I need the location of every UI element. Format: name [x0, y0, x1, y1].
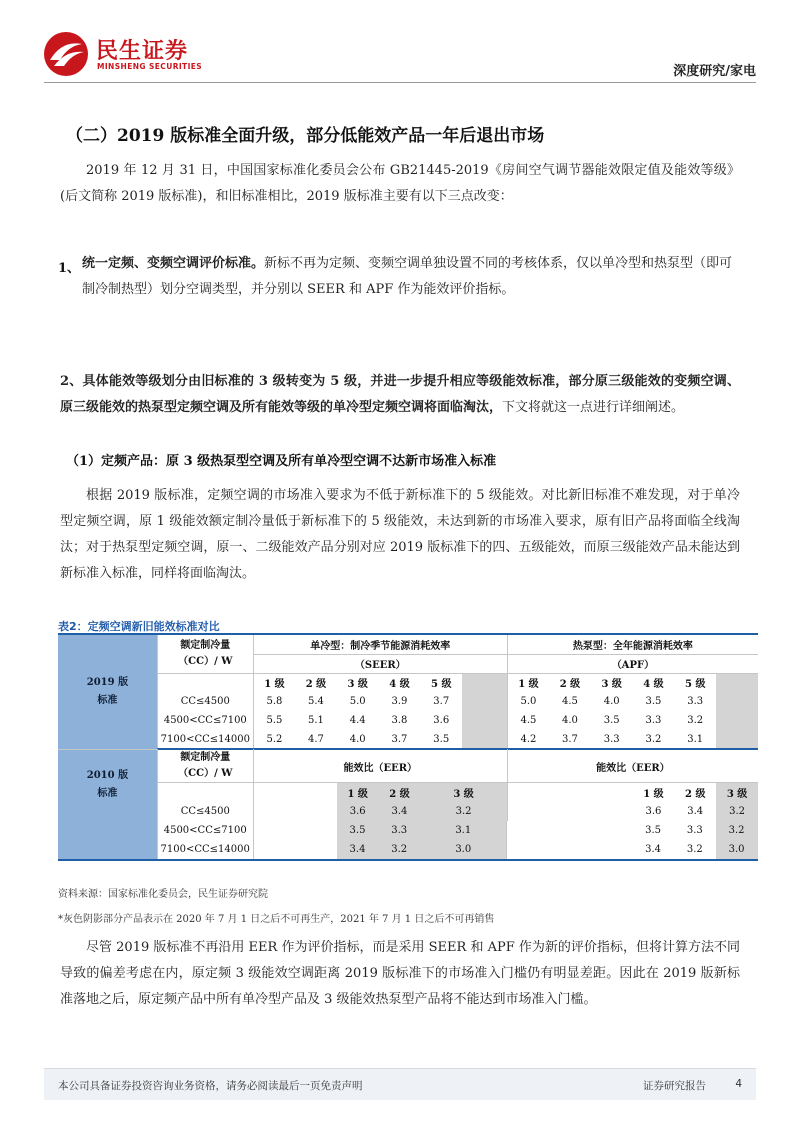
value-cell: 4.7	[295, 730, 337, 749]
section-title: （二）2019 版标准全面升级，部分低能效产品一年后退出市场	[66, 126, 545, 146]
value-cell: 3.7	[433, 696, 450, 707]
list-item-1	[82, 251, 740, 303]
grade-header: 4 级	[389, 679, 410, 691]
eer-header-heat: 能效比（EER）	[507, 749, 758, 783]
value-cell: 5.0	[349, 696, 366, 707]
value-cell: 3.5	[420, 730, 462, 749]
grade-header: 1 级	[518, 679, 539, 691]
table-row	[58, 802, 758, 821]
value-cell: 4.0	[561, 715, 578, 726]
value-cell: 3.2	[420, 802, 507, 821]
header-divider	[44, 82, 756, 83]
table-source: 资料来源：国家标准化委员会，民生证券研究院	[58, 889, 268, 900]
value-cell: 3.3	[687, 696, 704, 707]
value-cell: 5.5	[266, 715, 283, 726]
grade-header: 3 级	[601, 679, 622, 691]
range-cell: CC≤4500	[157, 692, 253, 711]
company-logo	[42, 30, 222, 80]
range-cell: 7100<CC≤14000	[157, 730, 253, 749]
value-cell: 3.2	[378, 840, 420, 859]
grade-header: 4 级	[643, 679, 664, 691]
value-cell: 3.7	[379, 730, 421, 749]
grade-header: 1 级	[643, 788, 664, 800]
range-cell: 7100<CC≤14000	[157, 840, 253, 859]
value-cell: 3.0	[716, 840, 758, 859]
value-cell: 3.6	[433, 715, 450, 726]
value-cell: 5.1	[307, 715, 324, 726]
value-cell: 3.2	[687, 715, 704, 726]
conclusion-paragraph: 尽管 2019 版标准不再沿用 EER 作为评价指标，而是采用 SEER 和 APF 作为新的评价指标，但将计算方法不同导致的偏差考虑在内，原定频 3 级能效空调距离 2019 版标准下的市场准入门槛仍有明显差距。因此在 2019 版新标准落地之后，原定频产品中所有单冷型产品及 3 级能效热泵型产品将不能达到市场准入门槛。	[60, 940, 740, 1007]
value-cell: 3.6	[645, 805, 662, 817]
value-cell: 3.2	[716, 821, 758, 840]
footer-label: 证券研究报告	[643, 1080, 706, 1092]
std-2019-label: 2019 版 标准	[58, 635, 157, 749]
intro-paragraph: 2019 年 12 月 31 日，中国国家标准化委员会公布 GB21445-2019《房间空气调节器能效限定值及能效等级》(后文简称 2019 版标准)，和旧标准相比，2019 版标准主要有以下三点改变：	[60, 163, 740, 204]
eer-header-single: 能效比（EER）	[253, 749, 507, 783]
value-cell: 5.4	[307, 696, 324, 707]
footer-disclaimer: 本公司具备证券投资咨询业务资格，请务必阅读最后一页免责声明	[58, 1080, 363, 1092]
value-cell: 4.0	[337, 730, 379, 749]
value-cell: 5.2	[253, 730, 295, 749]
value-cell: 3.4	[337, 840, 379, 859]
apf-header: 热泵型：全年能源消耗效率	[507, 635, 758, 654]
grade-header: 5 级	[685, 679, 706, 691]
grade-header: 5 级	[431, 679, 452, 691]
value-cell: 4.5	[520, 715, 537, 726]
value-cell: 3.2	[716, 802, 758, 821]
list-item-2	[60, 369, 740, 421]
value-cell: 3.1	[420, 821, 507, 840]
value-cell: 3.4	[687, 805, 704, 817]
range-cell: 4500<CC≤7100	[157, 711, 253, 730]
std-2010-label: 2010 版 标准	[58, 749, 157, 821]
value-cell: 4.4	[349, 715, 366, 726]
value-cell: 3.7	[549, 730, 591, 749]
cc-header-2010: 额定制冷量 （CC）/ W	[157, 749, 253, 783]
grade-header: 1 级	[337, 783, 379, 802]
value-cell: 3.3	[686, 824, 703, 836]
seer-header: 单冷型：制冷季节能源消耗效率	[253, 635, 507, 654]
grade-header: 3 级	[716, 783, 758, 802]
grade-header: 1 级	[264, 679, 285, 691]
apf-abbr: （APF）	[507, 654, 758, 673]
value-cell: 3.5	[337, 821, 379, 840]
value-cell: 3.4	[379, 802, 421, 821]
value-cell: 3.9	[391, 696, 408, 707]
seer-abbr: （SEER）	[253, 654, 507, 673]
value-cell: 3.3	[645, 715, 662, 726]
grade-header: 3 级	[420, 783, 507, 802]
page-footer	[44, 1068, 756, 1100]
value-cell: 3.8	[391, 715, 408, 726]
list-item-2-heading: 2、具体能效等级划分由旧标准的 3 级转变为 5 级，并进一步提升相应等级能效标准，部分原三级能效的变频空调、原三级能效的热泵型定频空调及所有能效等级的单冷型定频空调将面临淘汰，	[60, 374, 740, 415]
value-cell: 3.5	[645, 824, 661, 836]
range-cell: 4500<CC≤7100	[157, 821, 253, 840]
logo-text-en: MINSHENG SECURITIES	[97, 62, 203, 71]
value-cell: 3.5	[603, 715, 620, 726]
table-row	[58, 730, 758, 749]
table-caption: 表2：定频空调新旧能效标准对比	[58, 620, 220, 633]
value-cell: 3.3	[378, 821, 420, 840]
range-cell: CC≤4500	[157, 802, 253, 821]
standard-comparison-table	[58, 633, 758, 861]
value-cell: 3.2	[686, 843, 703, 855]
list-item-1-heading: 统一定频、变频空调评价标准。	[82, 256, 265, 271]
value-cell: 4.2	[507, 730, 549, 749]
grade-header: 2 级	[559, 679, 581, 691]
value-cell: 3.3	[591, 730, 633, 749]
sub-title: （1）定频产品：原 3 级热泵型空调及所有单冷型空调不达新市场准入标准	[66, 454, 497, 469]
cc-header-2019: 额定制冷量 （CC）/ W	[157, 635, 253, 673]
value-cell: 3.2	[633, 730, 675, 749]
report-category: 深度研究/家电	[673, 64, 756, 79]
value-cell: 4.0	[603, 696, 620, 707]
logo-text-cn: 民生证券	[96, 39, 189, 64]
table-row	[58, 840, 758, 859]
value-cell: 3.4	[645, 843, 661, 855]
value-cell: 5.0	[520, 696, 537, 707]
grade-header: 3 级	[347, 679, 368, 691]
table-row	[58, 821, 758, 840]
value-cell: 3.5	[645, 696, 662, 707]
list-item-2-text: 下文将就这一点进行详细阐述。	[502, 400, 685, 415]
table-note: *灰色阴影部分产品表示在 2020 年 7 月 1 日之后不可再生产，2021 年 7 月 1 日之后不可再销售	[58, 914, 495, 925]
list-item-number: 1、	[58, 261, 81, 276]
value-cell: 3.1	[674, 730, 716, 749]
grade-header: 2 级	[379, 783, 421, 802]
list-item-1-text: 新标不再为定频、变频空调单独设置不同的考核体系，仅以单冷型和热泵型（即可制冷制热型）划分空调类型，并分别以 SEER 和 APF 作为能效评价指标。	[82, 256, 733, 297]
value-cell: 5.8	[266, 696, 283, 707]
value-cell: 3.6	[337, 802, 379, 821]
table-row	[58, 711, 758, 730]
minsheng-logo-icon	[42, 30, 90, 78]
value-cell: 4.5	[561, 696, 578, 707]
analysis-paragraph: 根据 2019 版标准，定频空调的市场准入要求为不低于新标准下的 5 级能效。对比新旧标准不难发现，对于单冷型定频空调，原 1 级能效额定制冷量低于新标准下的 5 级能效，未达到新的市场准入要求，原有旧产品将面临全线淘汰；对于热泵型定频空调，原一、二级能效产品分别对应 2019 版标准下的四、五级能效，而原三级能效产品未能达到新标准入标准，同样将面临淘汰。	[60, 488, 740, 581]
grade-header: 2 级	[305, 679, 327, 691]
page-header	[0, 0, 800, 90]
grade-header: 2 级	[685, 788, 706, 800]
page-number: 4	[735, 1078, 742, 1090]
table-row	[58, 692, 758, 711]
value-cell: 3.0	[420, 840, 507, 859]
